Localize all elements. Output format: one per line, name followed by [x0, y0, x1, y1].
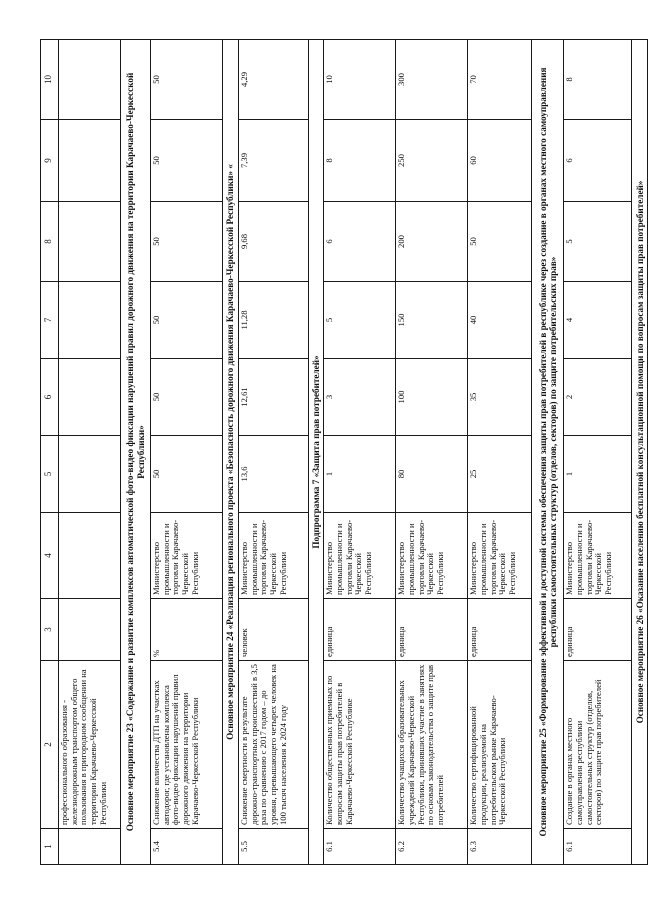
value-cell [59, 282, 121, 359]
table-row [324, 40, 396, 865]
column-value-header: 9 [41, 120, 59, 202]
indicator-name: Количество общественных приемных по вопросам защиты прав потребителей в Карачаево-Черкесской Республике [324, 661, 396, 829]
value-cell [59, 436, 121, 513]
section-row [309, 40, 324, 865]
column-number-header: 1 [41, 829, 59, 865]
section-title: Основное мероприятие 23 «Содержание и развитие комплексов автоматической фото-видео фиксации нарушений правил дорожного движения на территории Карачаево-Черкесской Республики» [121, 40, 151, 865]
column-executor-header: 4 [41, 513, 59, 599]
unit-cell: единица [324, 599, 396, 661]
value-cell: 4,29 [239, 40, 309, 120]
row-number: 5.4 [151, 829, 223, 865]
row-number: 5.5 [239, 829, 309, 865]
column-unit-header: 3 [41, 599, 59, 661]
row-number: 6.3 [468, 829, 532, 865]
value-cell: 9,68 [239, 202, 309, 282]
value-cell: 50 [151, 282, 223, 359]
row-number [59, 829, 121, 865]
value-cell: 250 [396, 120, 468, 202]
section-row [223, 40, 239, 865]
value-cell: 50 [151, 202, 223, 282]
section-title: Основное мероприятие 24 «Реализация регионального проекта «Безопасность дорожного движения Карачаево-Черкесской Республики» « [223, 40, 239, 865]
value-cell [59, 40, 121, 120]
section-row [121, 40, 151, 865]
indicator-name: Создание в органах местного самоуправления республики самостоятельных структур (отделов, секторов) по защите прав потребителей [564, 661, 632, 829]
value-cell: 300 [396, 40, 468, 120]
value-cell: 8 [324, 120, 396, 202]
section-row [632, 40, 648, 865]
value-cell: 50 [151, 120, 223, 202]
value-cell: 1 [564, 436, 632, 513]
value-cell: 6 [564, 120, 632, 202]
value-cell: 12,61 [239, 359, 309, 436]
value-cell: 80 [396, 436, 468, 513]
indicator-name: Количество сертифицированной продукции, реализуемой на потребительском рынке Карачаево-Черкесской Республики [468, 661, 532, 829]
value-cell: 40 [468, 282, 532, 359]
section-title: Основное мероприятие 25 «Формирование эффективной и доступной системы обеспечения защиты прав потребителей в республике через создание в органах местного самоуправления республики самостоятельных структур (отделов, секторов) по защите потребительских прав» [532, 40, 564, 865]
value-cell: 5 [564, 202, 632, 282]
table-row [468, 40, 532, 865]
column-value-header: 5 [41, 436, 59, 513]
value-cell: 50 [151, 436, 223, 513]
row-number: 6.2 [396, 829, 468, 865]
indicator-name: Снижение количества ДТП на участках автодорог, где установлены комплекса фото-видео фиксации нарушений правил дорожного движения на территории Карачаево-Черкесской Республики [151, 661, 223, 829]
executor-cell [59, 513, 121, 599]
value-cell [59, 120, 121, 202]
value-cell: 25 [468, 436, 532, 513]
value-cell [59, 202, 121, 282]
unit-cell: человек [239, 599, 309, 661]
value-cell: 7,39 [239, 120, 309, 202]
value-cell: 200 [396, 202, 468, 282]
column-value-header: 10 [41, 40, 59, 120]
value-cell: 50 [468, 202, 532, 282]
row-number: 6.1 [564, 829, 632, 865]
value-cell: 60 [468, 120, 532, 202]
value-cell: 11,28 [239, 282, 309, 359]
value-cell: 4 [564, 282, 632, 359]
executor-cell: Министерство промышленности и торговли Карачаево-Черкесской Республики [239, 513, 309, 599]
value-cell: 50 [151, 40, 223, 120]
value-cell: 10 [324, 40, 396, 120]
indicator-name: Количество учащихся образовательных учреждений Карачаево-Черкесской Республики, принявших участие в занятиях по основам законодательства о защите прав потребителей [396, 661, 468, 829]
unit-cell [59, 599, 121, 661]
value-cell: 8 [564, 40, 632, 120]
value-cell: 5 [324, 282, 396, 359]
value-cell [59, 359, 121, 436]
table-row [59, 40, 121, 865]
column-value-header: 8 [41, 202, 59, 282]
table-row [151, 40, 223, 865]
value-cell: 6 [324, 202, 396, 282]
row-number: 6.1 [324, 829, 396, 865]
header-row [41, 40, 59, 865]
executor-cell: Министерство промышленности и торговли Карачаево-Черкесской Республики [468, 513, 532, 599]
column-value-header: 6 [41, 359, 59, 436]
unit-cell: единица [396, 599, 468, 661]
value-cell: 100 [396, 359, 468, 436]
column-indicator-header: 2 [41, 661, 59, 829]
executor-cell: Министерство промышленности и торговли Карачаево-Черкесской Республики [324, 513, 396, 599]
column-value-header: 7 [41, 282, 59, 359]
indicator-name: профессионального образования - железнодорожным транспортом общего пользования в пригородном сообщении на территории Карачаево-Черкесской Республики [59, 661, 121, 829]
value-cell: 13,6 [239, 436, 309, 513]
value-cell: 50 [151, 359, 223, 436]
executor-cell: Министерство промышленности и торговли Карачаево-Черкесской Республики [564, 513, 632, 599]
executor-cell: Министерство промышленности и торговли Карачаево-Черкесской Республики [396, 513, 468, 599]
indicator-name: Снижение смертности в результате дорожно-транспортных происшествий в 3,5 раза по сравнению с 2017 годом – до уровня, превышающего четырех человек на 100 тысяч населения к 2024 году [239, 661, 309, 829]
indicators-table [40, 39, 648, 865]
section-title: Основное мероприятие 26 «Оказание населению бесплатной консультационной помощи по вопросам защиты прав потребителей» [632, 40, 648, 865]
table-row [239, 40, 309, 865]
section-title: Подпрограмма 7 «Защита прав потребителей» [309, 40, 324, 865]
section-row [532, 40, 564, 865]
value-cell: 35 [468, 359, 532, 436]
value-cell: 150 [396, 282, 468, 359]
value-cell: 3 [324, 359, 396, 436]
value-cell: 70 [468, 40, 532, 120]
value-cell: 1 [324, 436, 396, 513]
value-cell: 2 [564, 359, 632, 436]
unit-cell: единица [468, 599, 532, 661]
executor-cell: Министерство промышленности и торговли Карачаево-Черкесской Республики [151, 513, 223, 599]
table-row [564, 40, 632, 865]
unit-cell: единица [564, 599, 632, 661]
table-row [396, 40, 468, 865]
unit-cell: % [151, 599, 223, 661]
